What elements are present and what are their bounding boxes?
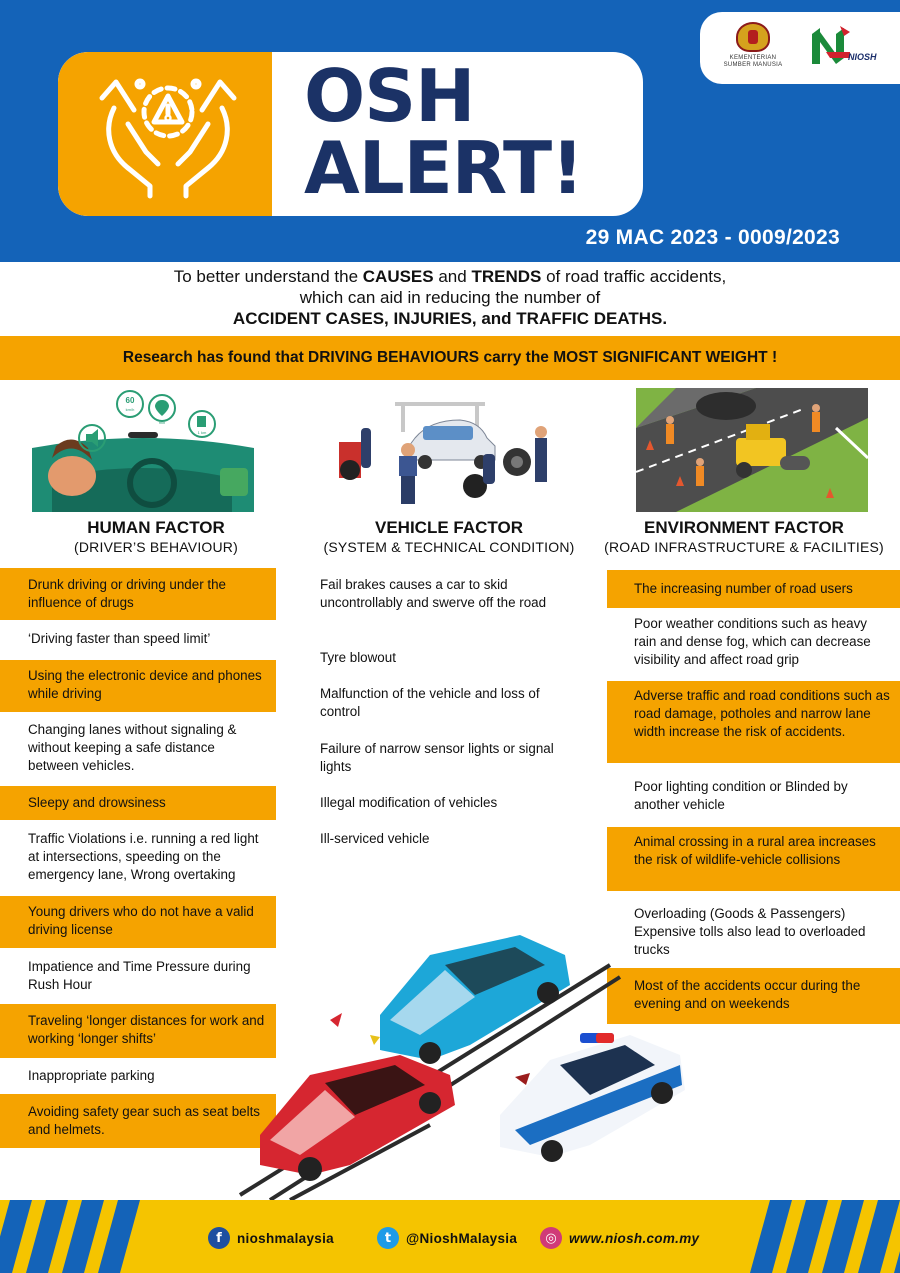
vehicle-factor-subtitle: (SYSTEM & TECHNICAL CONDITION) [323, 539, 575, 555]
niosh-logo [804, 22, 884, 78]
facebook-link[interactable] [208, 1226, 334, 1250]
research-banner: Research has found that DRIVING BEHAVIOURS carry the MOST SIGNIFICANT WEIGHT ! [0, 336, 900, 380]
intro-line-2: which can aid in reducing the number of [299, 288, 601, 307]
human-factor-heading [0, 518, 312, 556]
mechanics-illustration [335, 398, 553, 508]
list-item: Impatience and Time Pressure during Rush Hour [28, 959, 251, 992]
globe-icon: ◎ [540, 1227, 562, 1249]
driver-dashboard-illustration [32, 388, 254, 512]
police-car-icon [500, 1033, 685, 1162]
page-title [304, 54, 583, 210]
list-item: Poor weather conditions such as heavy rain and dense fog, which can decrease visibility and affect road grip [634, 616, 871, 667]
vehicle-factor-heading [300, 518, 598, 556]
crest-icon [736, 22, 770, 52]
osh-alert-card [58, 52, 643, 216]
ksm-logo-text-1: KEMENTERIAN [729, 55, 777, 61]
list-item: Tyre blowout [320, 650, 396, 665]
speed-label: 60 [125, 396, 135, 405]
list-item: The increasing number of road users [607, 570, 900, 608]
title-line-1: OSH [304, 54, 475, 138]
twitter-icon: t [377, 1227, 399, 1249]
list-item: Fail brakes causes a car to skid uncontrollably and swerve off the road [320, 577, 547, 610]
human-factor-title: HUMAN FACTOR [87, 518, 225, 537]
ksm-logo [718, 22, 788, 78]
list-item: Using the electronic device and phones while driving [0, 660, 276, 712]
list-item: Inappropriate parking [28, 1068, 155, 1083]
list-item: Overloading (Goods & Passengers) Expensive tolls also lead to overloaded trucks [634, 906, 866, 957]
intro-text [0, 266, 900, 329]
speed-unit: km/h [125, 407, 135, 412]
list-item: Traffic Violations i.e. running a red light at intersections, speeding on the emergency lane, Wrong overtaking [28, 831, 259, 882]
ksm-logo-text-2: SUMBER MANUSIA [723, 62, 783, 68]
title-line-2: ALERT! [304, 126, 583, 210]
niosh-logo-text: NIOSH [848, 52, 877, 62]
car-accident-illustration [230, 925, 700, 1200]
list-item: Drunk driving or driving under the influence of drugs [0, 568, 276, 620]
date-reference: 29 MAC 2023 - 0009/2023 [585, 226, 840, 249]
list-item: Malfunction of the vehicle and loss of control [320, 686, 540, 719]
list-item: Avoiding safety gear such as seat belts and helmets. [0, 1094, 276, 1148]
min-unit: min [158, 420, 166, 425]
hazard-stripes-right [730, 1200, 900, 1273]
list-item: Sleepy and drowsiness [0, 786, 276, 820]
list-item: Changing lanes without signaling & without keeping a safe distance between vehicles. [28, 722, 237, 773]
logo-panel [700, 12, 900, 84]
facebook-icon: f [208, 1227, 230, 1249]
alert-icon-panel [58, 52, 272, 216]
list-item: Illegal modification of vehicles [320, 795, 498, 810]
list-item: Most of the accidents occur during the evening and on weekends [607, 968, 900, 1024]
list-item: Poor lighting condition or Blinded by another vehicle [634, 779, 848, 812]
intro-line-3: ACCIDENT CASES, INJURIES, and TRAFFIC DEATHS. [232, 309, 668, 328]
hands-warning-icon [94, 68, 242, 200]
list-item: Failure of narrow sensor lights or signal lights [320, 741, 554, 774]
human-factor-subtitle: (DRIVER’S BEHAVIOUR) [74, 539, 238, 555]
niosh-mark-icon [806, 24, 852, 68]
vehicle-factor-title: VEHICLE FACTOR [375, 518, 523, 537]
environment-factor-subtitle: (ROAD INFRASTRUCTURE & FACILITIES) [604, 539, 884, 555]
hazard-stripes-left [0, 1200, 170, 1273]
twitter-handle: @NioshMalaysia [406, 1230, 518, 1246]
intro-line-1: To better understand the CAUSES and TRENDS of road traffic accidents, [173, 267, 727, 286]
facebook-handle: nioshmalaysia [237, 1230, 334, 1246]
blue-car-icon [380, 935, 570, 1064]
environment-factor-heading [598, 518, 890, 556]
list-item: Animal crossing in a rural area increases the risk of wildlife-vehicle collisions [607, 827, 900, 891]
website-link[interactable] [540, 1226, 699, 1250]
list-item: Young drivers who do not have a valid driving license [0, 896, 276, 948]
dist-unit: 1 km [197, 430, 207, 435]
footer [0, 1200, 900, 1273]
twitter-link[interactable] [377, 1226, 517, 1250]
list-item: ‘Driving faster than speed limit’ [28, 631, 211, 646]
website-url: www.niosh.com.my [569, 1230, 700, 1246]
list-item: Ill-serviced vehicle [320, 831, 430, 846]
list-item: Traveling ‘longer distances for work and working ‘longer shifts’ [0, 1004, 276, 1058]
road-construction-illustration [636, 388, 868, 512]
header-banner [0, 0, 900, 262]
environment-factor-title: ENVIRONMENT FACTOR [644, 518, 844, 537]
list-item: Adverse traffic and road conditions such as road damage, potholes and narrow lane width increase the risk of accidents. [607, 681, 900, 763]
